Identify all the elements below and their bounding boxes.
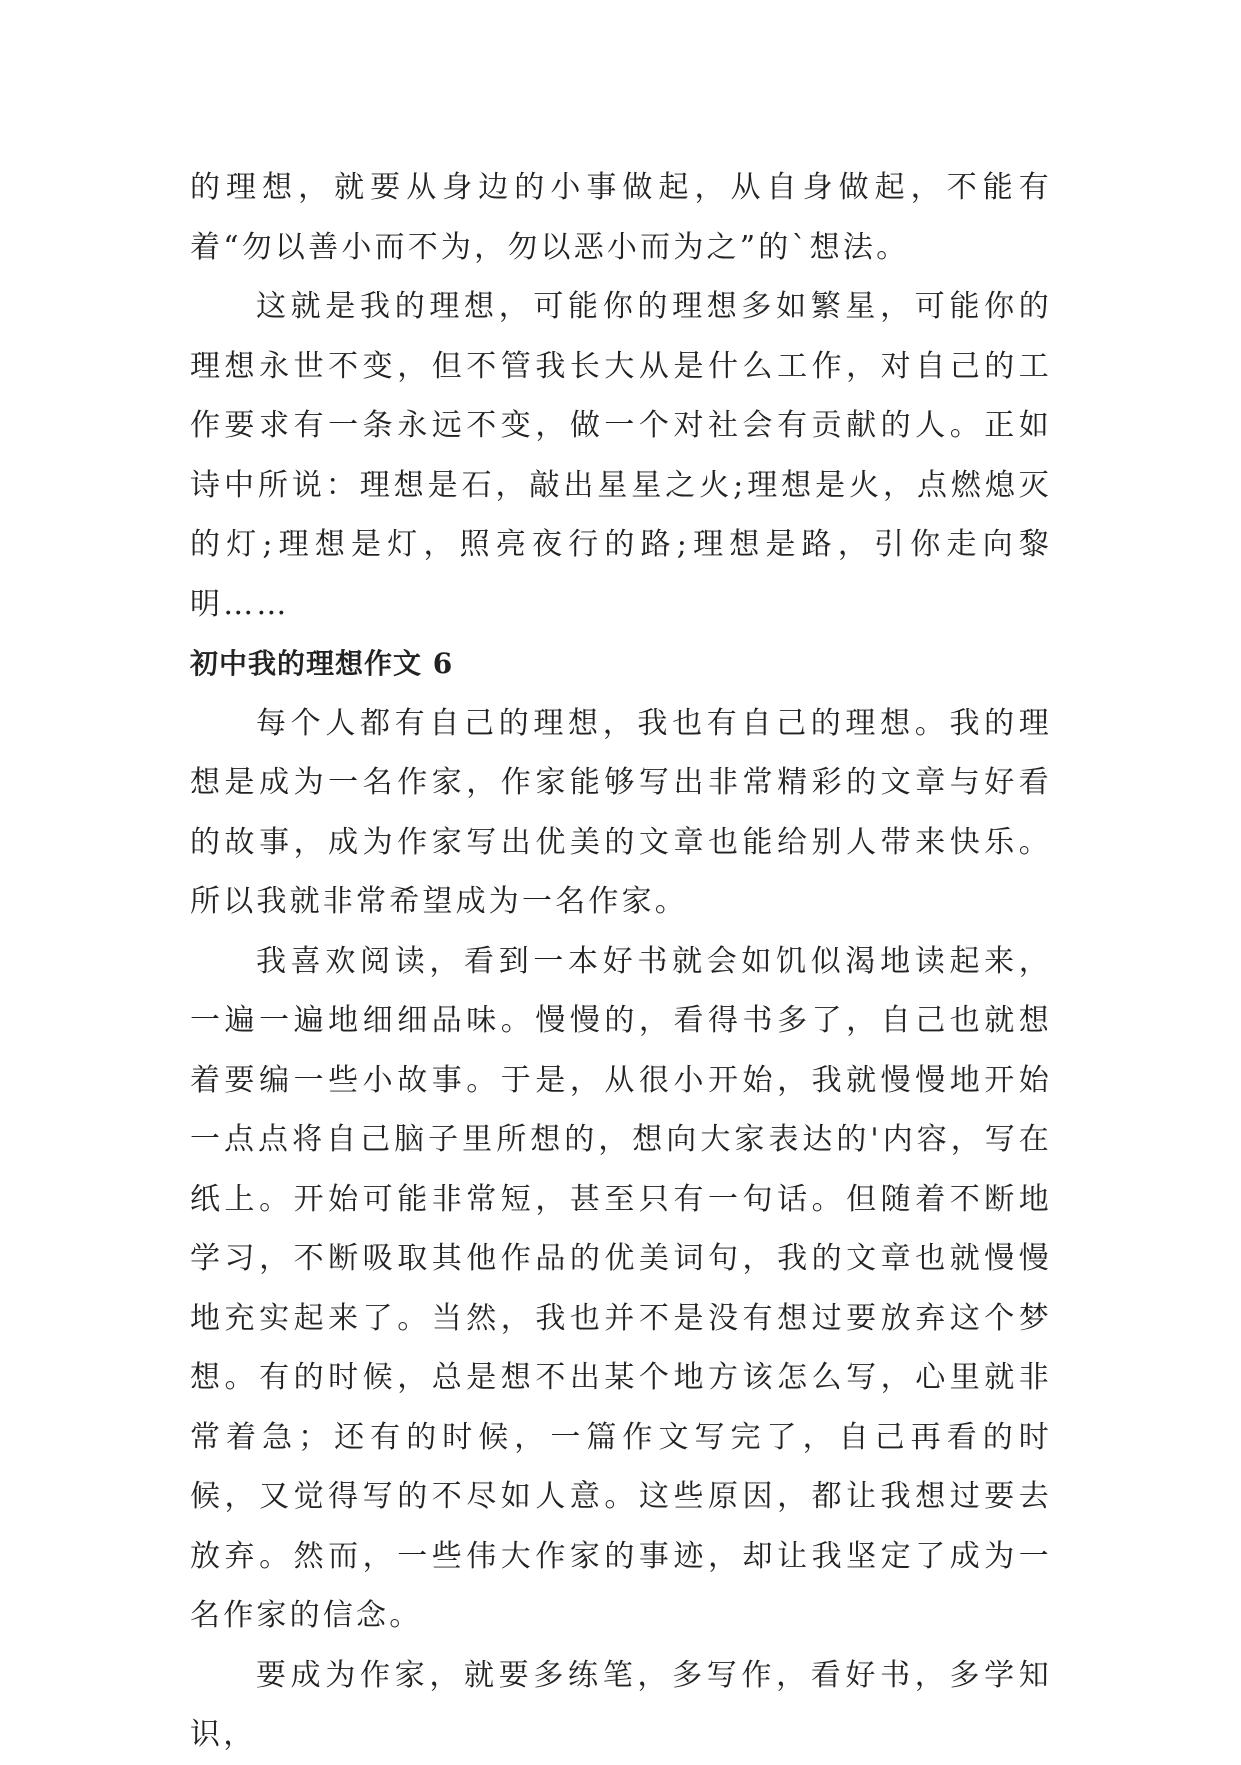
paragraph-1: 的理想，就要从身边的小事做起，从自身做起，不能有着“勿以善小而不为，勿以恶小而为之”的`想法。 — [190, 170, 1052, 265]
paragraph-2: 这就是我的理想，可能你的理想多如繁星，可能你的理想永世不变，但不管我长大从是什么工作，对自己的工作要求有一条永远不变，做一个对社会有贡献的人。正如诗中所说：理想是石，敲出星星之火;理想是火，点燃熄灭的灯;理想是灯，照亮夜行的路;理想是路，引你走向黎明…… — [190, 289, 1052, 622]
document-body — [190, 158, 1052, 1765]
paragraph-3: 每个人都有自己的理想，我也有自己的理想。我的理想是成为一名作家，作家能够写出非常精彩的文章与好看的故事，成为作家写出优美的文章也能给别人带来快乐。所以我就非常希望成为一名作家。 — [190, 705, 1052, 919]
section-heading: 初中我的理想作文 6 — [190, 647, 454, 680]
paragraph-4: 我喜欢阅读，看到一本好书就会如饥似渴地读起来，一遍一遍地细细品味。慢慢的，看得书多了，自己也就想着要编一些小故事。于是，从很小开始，我就慢慢地开始一点点将自己脑子里所想的，想向大家表达的'内容，写在纸上。开始可能非常短，甚至只有一句话。但随着不断地学习，不断吸取其他作品的优美词句，我的文章也就慢慢地充实起来了。当然，我也并不是没有想过要放弃这个梦想。有的时候，总是想不出某个地方该怎么写，心里就非常着急；还有的时候，一篇作文写完了，自己再看的时候，又觉得写的不尽如人意。这些原因，都让我想过要去放弃。然而，一些伟大作家的事迹，却让我坚定了成为一名作家的信念。 — [190, 943, 1052, 1633]
paragraph-5: 要成为作家，就要多练笔，多写作，看好书，多学知识， — [190, 1657, 1052, 1752]
